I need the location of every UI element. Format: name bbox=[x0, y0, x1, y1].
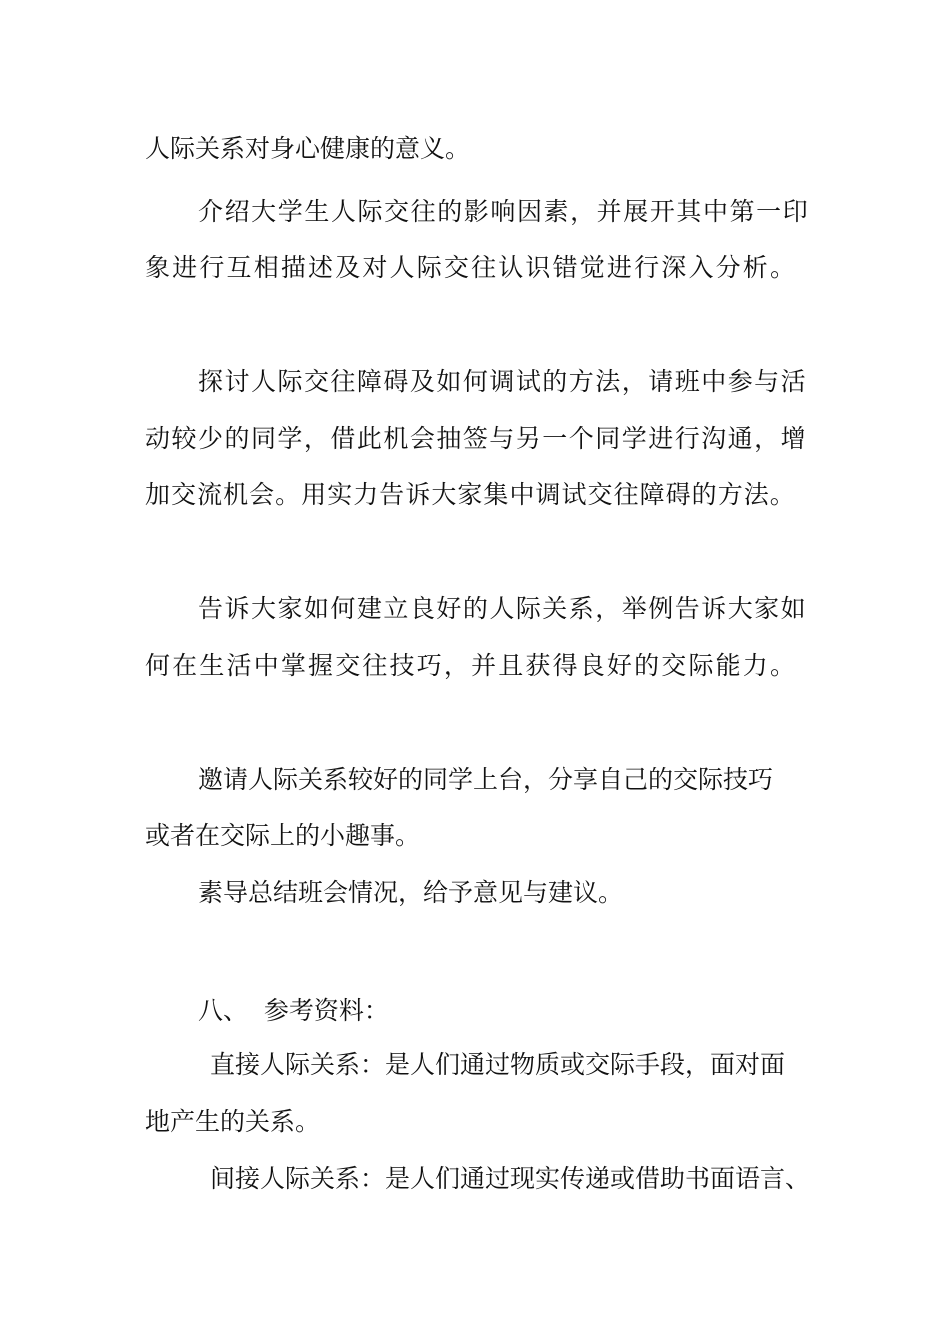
text-line-11: 素导总结班会情况，给予意见与建议。 bbox=[198, 878, 624, 907]
text-line-14: 地产生的关系。 bbox=[145, 1107, 321, 1136]
text-line-1: 人际关系对身心健康的意义。 bbox=[145, 134, 471, 163]
text-line-7: 告 诉 大 家 如 何 建 立 良 好 的 人 际 关 系 ， 举 例 告 诉 大 家 如 bbox=[198, 594, 806, 623]
text-line-15: 间接人际关系：是人们通过现实传递或借助书面语言、 bbox=[210, 1164, 811, 1193]
text-line-4: 探 讨 人 际 交 往 障 碍 及 如 何 调 试 的 方 法 ， 请 班 中 参 与 活 bbox=[198, 367, 806, 396]
text-line-2: 介 绍 大 学 生 人 际 交 往 的 影 响 因 素 ， 并 展 开 其 中 第 一 印 bbox=[198, 197, 808, 226]
text-line-5: 动 较 少 的 同 学 ， 借 此 机 会 抽 签 与 另 一 个 同 学 进 行 沟 通 ， 增 bbox=[145, 424, 806, 453]
text-line-9: 邀请人际关系较好的同学上台，分享自己的交际技巧 bbox=[198, 765, 774, 794]
text-line-10: 或者在交际上的小趣事。 bbox=[145, 821, 421, 850]
text-line-8: 何 在 生 活 中 掌 握 交 往 技 巧 ， 并 且 获 得 良 好 的 交 际 能 力 。 bbox=[145, 651, 795, 680]
section-heading: 八、 参考资料： bbox=[198, 996, 389, 1025]
text-line-13: 直接人际关系：是人们通过物质或交际手段，面对面 bbox=[210, 1050, 786, 1079]
text-line-6: 加 交 流 机 会 。 用 实 力 告 诉 大 家 集 中 调 试 交 往 障 碍 的 方 法 。 bbox=[145, 480, 795, 509]
text-line-3: 象 进 行 互 相 描 述 及 对 人 际 交 往 认 识 错 觉 进 行 深 入 分 析 。 bbox=[145, 253, 795, 282]
